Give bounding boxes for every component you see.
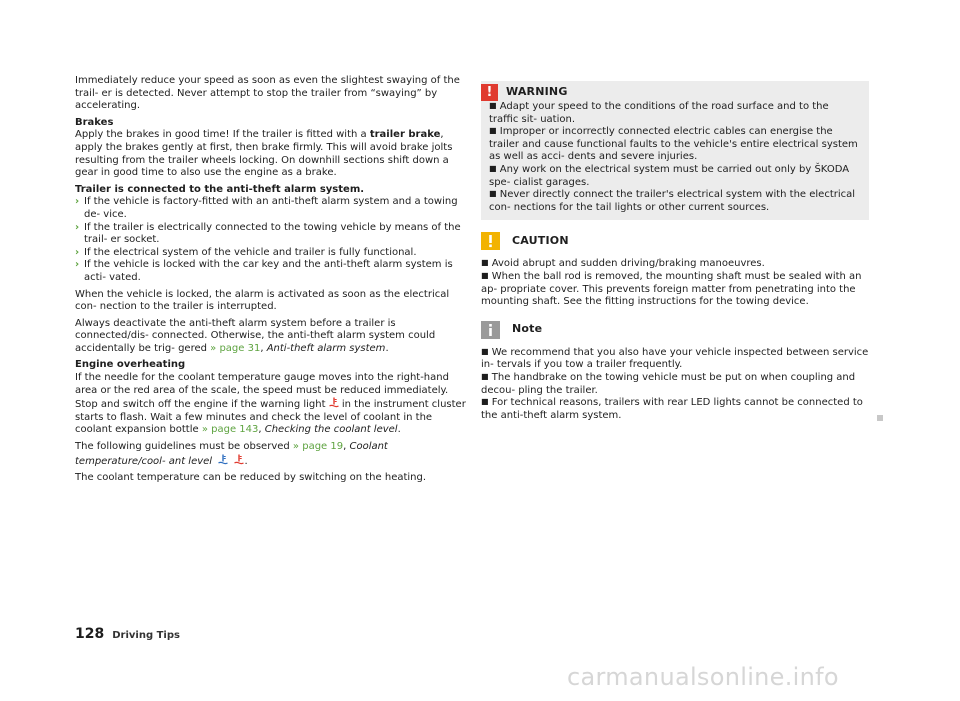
warning-item: ■ Never directly connect the trailer's electrical system with the electrical con- nections for the tail lights or other current sources. — [489, 189, 856, 213]
chevron-right-icon: › — [75, 221, 80, 233]
warning-box — [481, 81, 869, 220]
ref-coolant-temp: Coolant temperature/cool- ant level — [75, 441, 388, 467]
ref-anti-theft: Anti-theft alarm system — [266, 342, 386, 354]
alarm-conditions-list — [75, 196, 469, 284]
page-link-31[interactable]: » page 31 — [210, 342, 261, 354]
ref-coolant-level: Checking the coolant level — [264, 424, 398, 436]
note-item: ■ The handbrake on the towing vehicle must be put on when coupling and decou- pling the trailer. — [481, 371, 856, 396]
bullet-item: › If the trailer is electrically connected to the towing vehicle by means of the trail- er socket. — [75, 221, 461, 246]
bullet-item: › If the electrical system of the vehicle and trailer is fully functional. — [75, 246, 417, 258]
brakes-bold: trailer brake — [369, 129, 441, 141]
coolant-blue-icon — [218, 454, 228, 465]
page-number: 128 — [75, 626, 105, 642]
chevron-right-icon: › — [75, 259, 80, 271]
engine-section: Engine overheating If the needle for the coolant temperature gauge moves into the right-hand area or the red area of the scale, the speed must be reduced immediately. Stop and switch off the engine if the warning light in the instrument cluster starts to flash. Wait a few minutes and check the level of coolant in the coolant expansion bottle » page 143, Checking the coolant level. — [75, 359, 466, 436]
warning-header — [481, 85, 861, 99]
warning-item: ■ Adapt your speed to the conditions of the road surface and to the traffic sit- uation. — [489, 101, 829, 125]
left-column — [75, 75, 469, 489]
guidelines-paragraph: The following guidelines must be observed » page 19, Coolant temperature/cool- ant level . — [75, 441, 388, 467]
brakes-section — [75, 117, 469, 180]
bullet-item: › If the vehicle is locked with the car key and the anti-theft alarm system is acti- vated. — [75, 259, 453, 283]
coolant-red-icon — [234, 454, 244, 465]
caution-item: ■ Avoid abrupt and sudden driving/braking manoeuvres. — [481, 258, 765, 270]
section-label: Driving Tips — [112, 630, 180, 641]
caution-icon — [481, 232, 500, 250]
coolant-warning-icon — [329, 397, 339, 408]
brakes-text-b: , apply the brakes gently at first, then brake firmly. This will avoid brake jolts resulting from the trailer wheels locking. On downhill sections shift down a gear in good time to also use the engine as a brake. — [75, 129, 453, 179]
caution-box — [481, 232, 869, 308]
note-title: Note — [512, 322, 543, 336]
note-header — [481, 321, 869, 339]
deactivate-paragraph: Always deactivate the anti-theft alarm system before a trailer is connected/dis- connected. Otherwise, the anti-theft alarm system could accidentally be trig- gered » page 31, Anti-theft alarm system. — [75, 317, 436, 354]
heating-paragraph: The coolant temperature can be reduced by switching on the heating. — [75, 472, 427, 484]
section-end-marker — [877, 415, 883, 421]
warning-item: ■ Any work on the electrical system must be carried out only by ŠKODA spe- cialist garages. — [489, 163, 850, 188]
page-link-19[interactable]: » page 19 — [292, 441, 344, 453]
note-item: ■ We recommend that you also have your vehicle inspected between service in- tervals if you tow a trailer frequently. — [481, 346, 869, 371]
brakes-text-a: Apply the brakes in good time! If the trailer is fitted with a — [75, 129, 370, 141]
swaying-paragraph: Immediately reduce your speed as soon as even the slightest swaying of the trail- er is detected. Never attempt to stop the trailer from “swaying” by accelerating. — [75, 75, 460, 112]
right-column — [481, 81, 869, 422]
brakes-heading: Brakes — [75, 116, 114, 128]
watermark: carmanualsonline.info — [567, 663, 839, 691]
info-icon — [481, 321, 500, 339]
warning-title: WARNING — [506, 84, 568, 98]
note-box — [481, 321, 869, 423]
warning-item: ■ Improper or incorrectly connected electric cables can energise the trailer and cause functional faults to the vehicle's entire electrical system as well as acci- dents and severe injuries. — [489, 126, 858, 163]
chevron-right-icon: › — [75, 246, 80, 258]
warning-icon: ! — [481, 84, 498, 101]
caution-item: ■ When the ball rod is removed, the mounting shaft must be sealed with an ap- propriate cover. This prevents foreign matter from penetrating into the mounting shaft. See the fitting instructions for the towing device. — [481, 270, 862, 308]
page-link-143[interactable]: » page 143 — [201, 424, 259, 436]
note-item: ■ For technical reasons, trailers with rear LED lights cannot be connected to the anti-theft alarm system. — [481, 397, 863, 421]
bullet-item: › If the vehicle is factory-fitted with an anti-theft alarm system and a towing de- vice. — [75, 196, 458, 220]
caution-header — [481, 232, 869, 250]
caution-title: CAUTION — [512, 234, 569, 248]
engine-heading: Engine overheating — [75, 359, 186, 371]
page-footer — [75, 628, 180, 643]
locked-paragraph: When the vehicle is locked, the alarm is activated as soon as the electrical con- nection to the trailer is interrupted. — [75, 288, 450, 313]
alarm-heading: Trailer is connected to the anti-theft alarm system. — [75, 183, 365, 195]
chevron-right-icon: › — [75, 196, 80, 208]
